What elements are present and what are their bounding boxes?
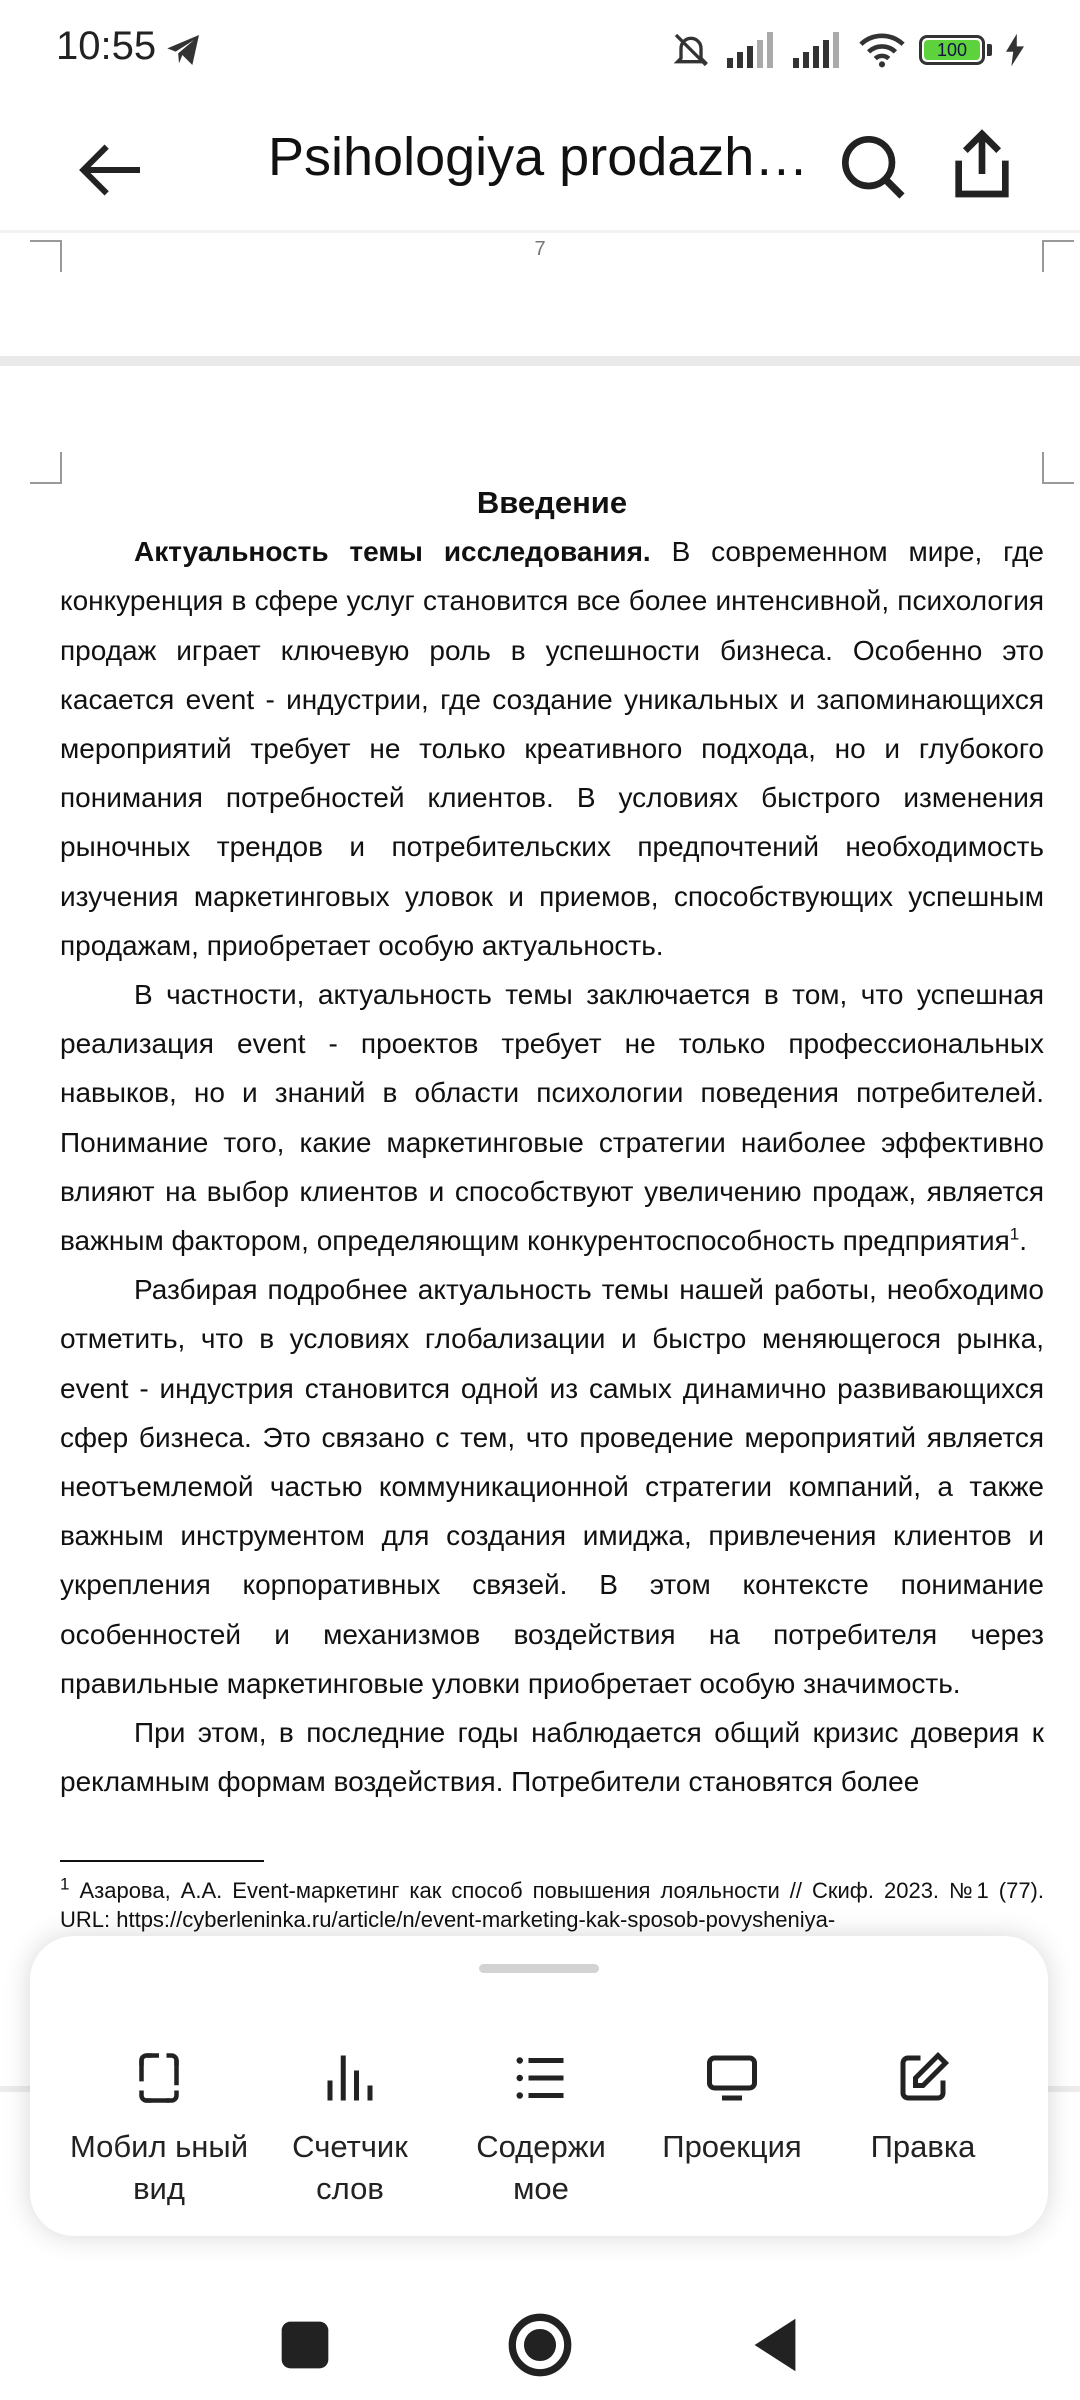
sheet-item-label: Мобил ьный вид [69, 2129, 249, 2206]
sheet-item-label: Содержи мое [476, 2129, 606, 2206]
share-icon[interactable] [942, 124, 1022, 204]
page-top-edge [0, 230, 1080, 233]
back-triangle-icon[interactable] [740, 2310, 810, 2380]
charging-icon [1006, 33, 1024, 67]
back-arrow-icon[interactable] [70, 130, 150, 210]
paragraph: Разбирая подробнее актуальность темы нашей работы, необходимо отметить, что в условиях глобализации и быстро меняющегося рынка, event - индустрия становится одной из самых динамично развивающихся сфер бизнеса. Это связано с тем, что проведение мероприятий является неотъемлемой частью коммуникационной стратегии компаний, а также важным инструментом для создания имиджа, привлечения клиентов и укрепления корпоративных связей. В этом контексте понимание особенностей и механизмов воздействия на потребителя через правильные маркетинговые уловки приобретает особую значимость. [60, 1274, 1044, 1699]
projection-button[interactable] [637, 2048, 827, 2168]
footnote-text: Азарова, А.А. Event-маркетинг как способ повышения лояльности // Скиф. 2023. №1 (77). URL: https://cyberleninka.ru/article/n/event-marketing-kak-sposob-povysheniya- [60, 1878, 1044, 1932]
system-nav-bar [0, 2270, 1080, 2400]
contents-button[interactable] [446, 2048, 636, 2210]
status-bar [0, 0, 1080, 100]
sheet-item-label: Счетчик слов [292, 2129, 408, 2206]
bar-chart-icon [320, 2048, 380, 2108]
mobile-view-icon [129, 2048, 189, 2108]
word-count-button[interactable] [255, 2048, 445, 2210]
document-body[interactable] [60, 478, 1044, 1806]
paragraph-text: В современном мире, где конкуренция в сфере услуг становится все более интенсивной, психология продаж играет ключевую роль в успешности бизнеса. Особенно это касается event - индустрии, где создание уникальных и запоминающихся мероприятий требует не только креативного подхода, но и глубокого понимания потребностей клиентов. В условиях быстрого изменения рыночных трендов и потребительских предпочтений необходимость изучения маркетинговых уловок и приемов, способствующих успешным продажам, приобретает особую актуальность. [60, 536, 1045, 961]
paragraph-end: . [1019, 1225, 1028, 1257]
paragraph: При этом, в последние годы наблюдается общий кризис доверия к рекламным формам воздействия. Потребители становятся более [60, 1717, 1044, 1798]
edit-button[interactable] [828, 2048, 1018, 2168]
app-toolbar [0, 100, 1080, 230]
footnote [60, 1876, 1044, 1934]
mute-bell-icon [669, 30, 713, 70]
sheet-item-label: Проекция [662, 2129, 802, 2164]
page-number: 7 [534, 238, 546, 260]
mobile-view-button[interactable] [64, 2048, 254, 2210]
status-icons [669, 30, 1024, 70]
paragraph-bold-lead: Актуальность темы исследования. [134, 536, 651, 568]
page-corner-mark [30, 452, 62, 484]
section-heading: Введение [476, 485, 628, 520]
telegram-icon [164, 30, 204, 70]
list-icon [511, 2048, 571, 2108]
paragraph [60, 970, 1044, 1265]
paragraph [60, 527, 1044, 970]
home-icon[interactable] [505, 2310, 575, 2380]
battery-indicator [919, 35, 992, 65]
battery-level: 100 [936, 39, 968, 60]
footnote-ref[interactable]: 1 [1009, 1224, 1020, 1244]
page-corner-mark [1042, 452, 1074, 484]
document-title: Psihologiya prodazh… [268, 127, 809, 187]
status-time: 10:55 [56, 24, 157, 68]
footnote-number: 1 [60, 1874, 70, 1894]
wifi-icon [859, 32, 905, 68]
signal-icon [727, 32, 779, 68]
recent-apps-icon[interactable] [270, 2310, 340, 2380]
signal-icon-2 [793, 32, 845, 68]
paragraph-text: В частности, актуальность темы заключается в том, что успешная реализация event - проектов требует не только профессиональных навыков, но и знаний в области психологии поведения потребителей. Понимание того, какие маркетинговые стратегии наиболее эффективно влияют на выбор клиентов и способствуют увеличению продаж, является важным фактором, определяющим конкурентоспособность предприятия [60, 979, 1044, 1257]
sheet-drag-handle[interactable] [479, 1964, 599, 1973]
footnote-divider [60, 1860, 264, 1862]
edit-icon [893, 2048, 953, 2108]
tools-bottom-sheet [30, 1936, 1048, 2236]
monitor-icon [702, 2048, 762, 2108]
page-separator [0, 356, 1080, 366]
sheet-item-label: Правка [870, 2129, 976, 2164]
search-icon[interactable] [832, 126, 912, 206]
